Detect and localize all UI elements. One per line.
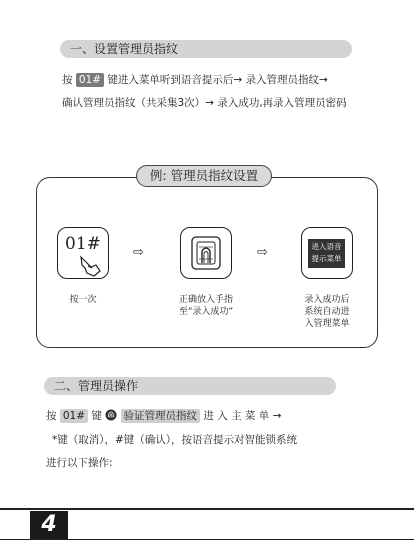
section2-line3: 进行以下操作:: [46, 457, 113, 469]
step3-caption-line3: 入管理菜单: [304, 319, 350, 329]
flow-arrow-1: ⇨: [133, 245, 144, 260]
step1-caption: 按一次: [69, 295, 97, 305]
step3-caption-line2: 系统自动进: [304, 307, 350, 317]
step2-caption-line2: 至“录入成功”: [178, 307, 234, 317]
flow-arrow-2: ⇨: [257, 245, 268, 260]
section2-line2: *键（取消），#键（确认），按语音提示对智能锁系统: [52, 434, 298, 446]
step3-caption: [292, 294, 362, 330]
voice-menu-line1: 进入语音: [311, 242, 342, 251]
verify-admin-fingerprint-badge: 验证管理员指纹: [121, 409, 201, 423]
section1-line2: 确认管理员指纹（共采集3次）→ 录入成功,再录入管理员密码: [62, 97, 347, 109]
voice-menu-screen: [308, 239, 345, 268]
step2-caption-line1: 正确放入手指: [178, 295, 233, 305]
section1-line1-post: 键进入菜单听到语音提示后→ 录入管理员指纹→: [107, 74, 328, 86]
fingerprint-sensor-icon: [180, 227, 232, 279]
section2-line1-pre: 按: [46, 410, 57, 422]
fingerprint-icon: [186, 233, 226, 273]
finger-press-icon: [78, 255, 104, 277]
section1-line1-pre: 按: [62, 74, 73, 86]
section2-line1-mid: 键: [91, 410, 102, 422]
fingerprint-small-icon: [105, 409, 117, 421]
key-01-badge: 01#: [76, 73, 104, 87]
voice-menu-screen-icon: [301, 227, 353, 279]
footer-rule-bottom: [0, 539, 414, 540]
section1-heading: 一、设置管理员指纹: [60, 40, 352, 58]
step3-caption-line1: 录入成功后: [304, 295, 350, 305]
section1-line1: [62, 73, 328, 87]
section2-heading: 二、管理员操作: [44, 377, 336, 395]
section2-line1: [46, 409, 281, 423]
diagram-title: 例: 管理员指纹设置: [136, 165, 272, 187]
page-number: 4: [30, 511, 68, 539]
footer-rule-top: [0, 508, 414, 510]
step2-caption: [166, 294, 246, 318]
keypad-step-icon: [57, 227, 109, 279]
key-01-badge-2: 01#: [60, 409, 88, 423]
keypad-display: 01#: [65, 234, 101, 254]
section2-line1-post: 进 入 主 菜 单 →: [203, 410, 282, 422]
voice-menu-line2: 提示菜单: [311, 254, 342, 263]
